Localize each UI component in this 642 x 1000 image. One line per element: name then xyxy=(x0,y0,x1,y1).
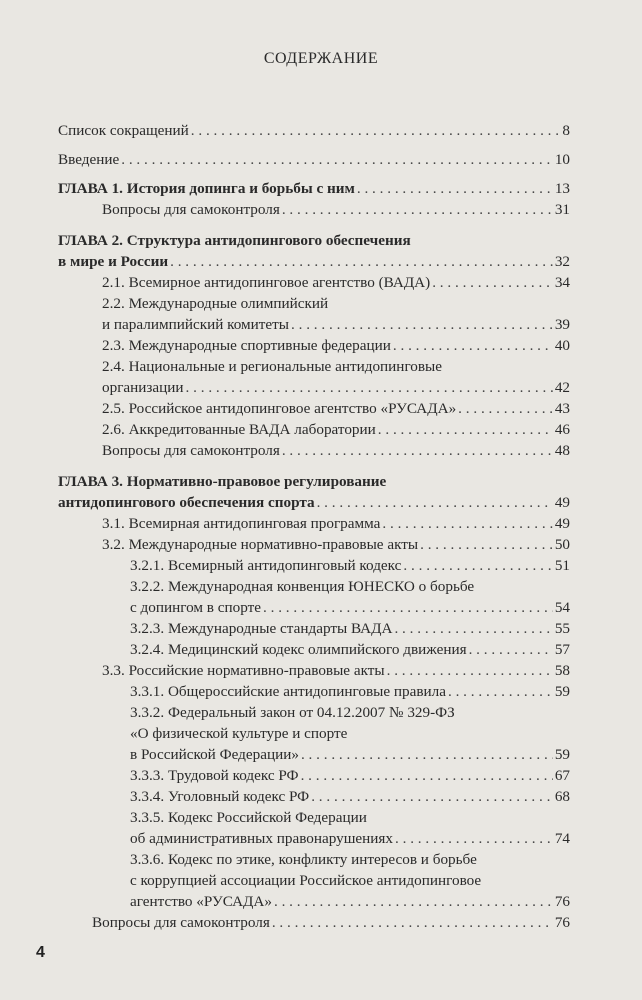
toc-entry[interactable] xyxy=(58,912,570,933)
toc-entry-page: 49 xyxy=(554,494,570,511)
leader-dots xyxy=(263,597,553,618)
toc-entry[interactable] xyxy=(58,149,570,170)
toc-entry-label: 3.3.6. Кодекс по этике, конфликту интересов и борьбе xyxy=(130,851,477,868)
page-title: СОДЕРЖАНИЕ xyxy=(263,50,379,67)
leader-dots xyxy=(121,149,553,170)
leader-dots xyxy=(432,272,553,293)
toc-entry[interactable] xyxy=(58,293,570,335)
toc-entry-label: в Российской Федерации» xyxy=(130,746,299,763)
toc-entry[interactable] xyxy=(58,513,570,534)
toc-entry-page: 43 xyxy=(554,400,570,417)
toc-entry-page: 76 xyxy=(554,914,570,931)
toc-entry-page: 34 xyxy=(554,274,570,291)
toc-entry-page: 76 xyxy=(554,893,570,910)
leader-dots xyxy=(395,828,553,849)
toc-entry-page: 54 xyxy=(554,599,570,616)
leader-dots xyxy=(420,534,553,555)
toc-entry-label: Вопросы для самоконтроля xyxy=(92,914,270,931)
toc-entry-page: 51 xyxy=(554,557,570,574)
toc-entry-label: 3.2. Международные нормативно-правовые акты xyxy=(102,536,419,553)
toc-entry-page: 49 xyxy=(554,515,570,532)
leader-dots xyxy=(191,120,561,141)
toc-entry-page: 59 xyxy=(554,746,570,763)
leader-dots xyxy=(301,765,553,786)
leader-dots xyxy=(282,440,553,461)
toc-entry[interactable] xyxy=(58,639,570,660)
toc-entry[interactable] xyxy=(58,534,570,555)
toc-entry[interactable] xyxy=(58,199,570,220)
toc-entry-label: Вопросы для самоконтроля xyxy=(102,201,280,218)
toc-entry-label: Введение xyxy=(58,151,120,168)
toc-entry[interactable] xyxy=(58,702,570,765)
leader-dots xyxy=(469,639,553,660)
toc-entry-page: 10 xyxy=(554,151,570,168)
leader-dots xyxy=(448,681,553,702)
toc-entry-label: «О физической культуре и спорте xyxy=(130,725,348,742)
leader-dots xyxy=(186,377,553,398)
toc-chapter-entry[interactable] xyxy=(58,471,570,513)
toc-entry-page: 68 xyxy=(554,788,570,805)
toc-entry-label: и паралимпийский комитеты xyxy=(102,316,290,333)
leader-dots xyxy=(272,912,553,933)
toc-entry[interactable] xyxy=(58,786,570,807)
toc-entry[interactable] xyxy=(58,419,570,440)
toc-entry-label: 3.2.1. Всемирный антидопинговый кодекс xyxy=(130,557,402,574)
toc-entry-label: 3.3. Российские нормативно-правовые акты xyxy=(102,662,385,679)
toc-entry-page: 46 xyxy=(554,421,570,438)
toc-entry-label: 3.2.2. Международная конвенция ЮНЕСКО о борьбе xyxy=(130,578,475,595)
toc-entry-label: с допингом в спорте xyxy=(130,599,262,616)
leader-dots xyxy=(403,555,552,576)
toc-entry-label: 3.3.4. Уголовный кодекс РФ xyxy=(130,788,310,805)
toc-entry-page: 39 xyxy=(554,316,570,333)
toc-entry[interactable] xyxy=(58,440,570,461)
toc-entry[interactable] xyxy=(58,807,570,849)
toc-entry-label: 3.3.1. Общероссийские антидопинговые правила xyxy=(130,683,446,700)
leader-dots xyxy=(393,335,553,356)
toc-entry-page: 59 xyxy=(554,683,570,700)
toc-entry-page: 57 xyxy=(554,641,570,658)
toc-entry-page: 13 xyxy=(554,180,570,197)
leader-dots xyxy=(291,314,553,335)
toc-entry[interactable] xyxy=(58,849,570,912)
leader-dots xyxy=(170,251,553,272)
leader-dots xyxy=(317,492,553,513)
toc-entry-label: антидопингового обеспечения спорта xyxy=(58,494,315,511)
toc-entry-page: 48 xyxy=(554,442,570,459)
toc-entry-label: 3.3.2. Федеральный закон от 04.12.2007 № 329-ФЗ xyxy=(130,704,455,721)
toc-entry-label: об административных правонарушениях xyxy=(130,830,393,847)
toc-entry-page: 55 xyxy=(554,620,570,637)
leader-dots xyxy=(394,618,552,639)
leader-dots xyxy=(282,199,553,220)
toc-entry-label: 2.3. Международные спортивные федерации xyxy=(102,337,391,354)
leader-dots xyxy=(301,744,553,765)
toc-entry-label: 3.3.3. Трудовой кодекс РФ xyxy=(130,767,299,784)
toc-entry-page: 50 xyxy=(554,536,570,553)
toc-entry[interactable] xyxy=(58,335,570,356)
toc-entry-label: с коррупцией ассоциации Российское антидопинговое xyxy=(130,872,482,889)
toc-entry-page: 8 xyxy=(562,122,570,139)
toc-entry-label: ГЛАВА 1. История допинга и борьбы с ним xyxy=(58,180,355,197)
leader-dots xyxy=(387,660,553,681)
leader-dots xyxy=(378,419,553,440)
leader-dots xyxy=(458,398,553,419)
toc-entry[interactable] xyxy=(58,660,570,681)
toc-entry-label: 2.4. Национальные и региональные антидопинговые xyxy=(102,358,442,375)
toc-entry-label: 2.2. Международные олимпийский xyxy=(102,295,329,312)
toc-entry-label: 3.2.4. Медицинский кодекс олимпийского движения xyxy=(130,641,467,658)
toc-entry[interactable] xyxy=(58,765,570,786)
toc-entry-page: 32 xyxy=(554,253,570,270)
toc-entry-label: Вопросы для самоконтроля xyxy=(102,442,280,459)
page-number: 4 xyxy=(36,944,45,961)
toc-chapter-entry[interactable] xyxy=(58,178,570,199)
table-of-contents xyxy=(58,120,570,933)
toc-entry-label: 2.6. Аккредитованные ВАДА лаборатории xyxy=(102,421,376,438)
toc-entry-page: 74 xyxy=(554,830,570,847)
toc-entry-label: 2.1. Всемирное антидопинговое агентство (ВАДА) xyxy=(102,274,431,291)
leader-dots xyxy=(357,178,553,199)
toc-chapter-entry[interactable] xyxy=(58,230,570,272)
toc-entry[interactable] xyxy=(58,618,570,639)
toc-entry[interactable] xyxy=(58,398,570,419)
toc-entry-label: 3.3.5. Кодекс Российской Федерации xyxy=(130,809,367,826)
toc-entry[interactable] xyxy=(58,555,570,576)
toc-entry-page: 31 xyxy=(554,201,570,218)
toc-entry-page: 67 xyxy=(554,767,570,784)
toc-entry-label: Список сокращений xyxy=(58,122,189,139)
toc-entry[interactable] xyxy=(58,681,570,702)
toc-entry-label: ГЛАВА 2. Структура антидопингового обеспечения xyxy=(58,232,411,249)
toc-entry-label: 2.5. Российское антидопинговое агентство «РУСАДА» xyxy=(102,400,457,417)
toc-entry-label: ГЛАВА 3. Нормативно-правовое регулирование xyxy=(58,473,387,490)
toc-entry[interactable] xyxy=(58,576,570,618)
toc-entry-label: 3.2.3. Международные стандарты ВАДА xyxy=(130,620,393,637)
toc-entry-label: агентство «РУСАДА» xyxy=(130,893,272,910)
toc-entry[interactable] xyxy=(58,120,570,141)
toc-entry[interactable] xyxy=(58,272,570,293)
toc-entry-page: 58 xyxy=(554,662,570,679)
toc-entry-page: 40 xyxy=(554,337,570,354)
leader-dots xyxy=(274,891,553,912)
toc-entry-page: 42 xyxy=(554,379,570,396)
toc-entry[interactable] xyxy=(58,356,570,398)
leader-dots xyxy=(311,786,553,807)
leader-dots xyxy=(382,513,552,534)
toc-entry-label: 3.1. Всемирная антидопинговая программа xyxy=(102,515,381,532)
toc-entry-label: в мире и России xyxy=(58,253,169,270)
toc-entry-label: организации xyxy=(102,379,184,396)
